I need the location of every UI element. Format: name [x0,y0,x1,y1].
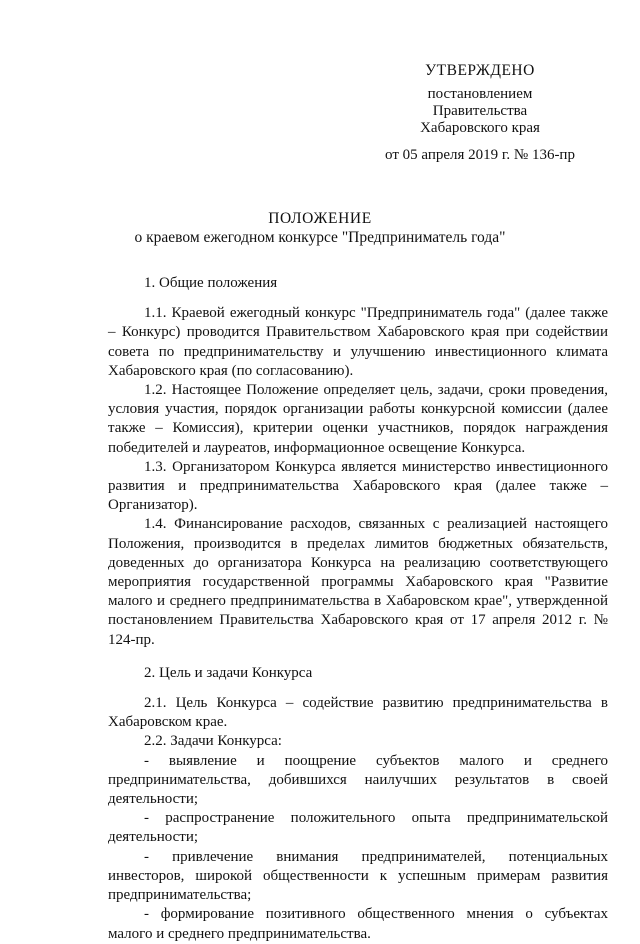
list-item: - привлечение внимания предпринимателей, потенциальных инвесторов, широкой общественности к успешным примерам развития предпринимательства; [108,848,608,904]
paragraph-1-2: 1.2. Настоящее Положение определяет цель, задачи, сроки проведения, условия участия, порядок организации работы конкурсной комиссии (далее также – Комиссия), критерии оценки участников, порядок награждения победителей и лауреатов, информационное освещение Конкурса. [108,382,608,456]
list-item: - выявление и поощрение субъектов малого и среднего предпринимательства, добившихся наилучших результатов в своей деятельности; [108,752,608,808]
document-body [108,274,608,944]
approval-decree: от 05 апреля 2019 г. № 136-пр [385,147,575,163]
approval-line-1: постановлением [427,86,533,102]
list-item: - распространение положительного опыта предпринимательской деятельности; [108,810,608,846]
section-2-heading: 2. Цель и задачи Конкурса [144,664,313,681]
title-main: ПОЛОЖЕНИЕ [268,210,372,227]
section-1-heading: 1. Общие положения [144,275,278,291]
paragraph-2-2: 2.2. Задачи Конкурса: [144,733,282,750]
approval-line-3: Хабаровского края [420,120,540,136]
paragraph-1-1: 1.1. Краевой ежегодный конкурс "Предприниматель года" (далее также – Конкурс) проводится Правительством Хабаровского края при содействии совета по предпринимательству и улучшению инвестиционного климата Хабаровского края (по согласованию). [108,305,608,379]
document-title [0,209,640,247]
approval-stamp [360,62,600,164]
list-item: - формирование позитивного общественного мнения о субъектах малого и среднего предпринимательства. [108,906,608,942]
paragraph-1-4: 1.4. Финансирование расходов, связанных с реализацией настоящего Положения, производится в пределах лимитов бюджетных обязательств, доведенных до организатора Конкурса на реализацию соответствующего мероприятия государственной программы Хабаровского края "Развитие малого и среднего предпринимательства в Хабаровском крае", утвержденной постановлением Правительства Хабаровского края от 17 апреля 2012 г. № 124-пр. [108,516,608,648]
title-subtitle: о краевом ежегодном конкурсе "Предприниматель года" [134,229,506,246]
approval-head: УТВЕРЖДЕНО [425,62,535,79]
paragraph-2-1: 2.1. Цель Конкурса – содействие развитию предпринимательства в Хабаровском крае. [108,695,608,731]
approval-line-2: Правительства [432,103,528,119]
paragraph-1-3: 1.3. Организатором Конкурса является министерство инвестиционного развития и предпринимательства Хабаровского края (далее также – Организатор). [108,458,608,514]
